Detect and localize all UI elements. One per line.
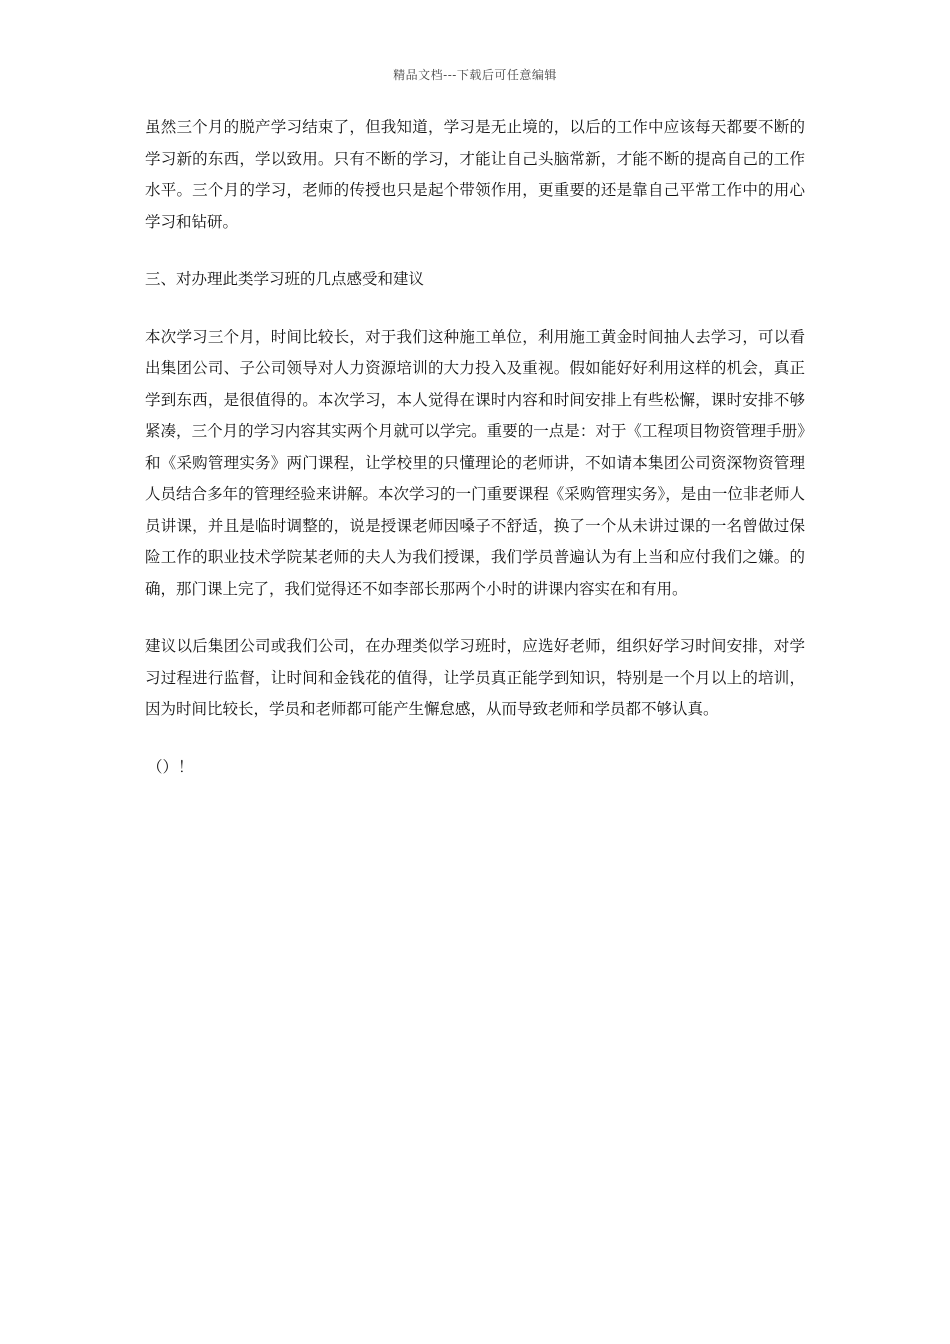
paragraph-learning-continues: 虽然三个月的脱产学习结束了，但我知道，学习是无止境的，以后的工作中应该每天都要不断的学习新的东西，学以致用。只有不断的学习，才能让自己头脑常新，才能不断的提高自己的工作水平。三个月的学习，老师的传授也只是起个带领作用，更重要的还是靠自己平常工作中的用心学习和钻研。 (145, 118, 805, 231)
paragraph-course-feedback: 本次学习三个月，时间比较长，对于我们这种施工单位，利用施工黄金时间抽人去学习，可以看出集团公司、子公司领导对人力资源培训的大力投入及重视。假如能好好利用这样的机会，真正学到东西，是很值得的。本次学习，本人觉得在课时内容和时间安排上有些松懈，课时安排不够紧凑，三个月的学习内容其实两个月就可以学完。重要的一点是：对于《工程项目物资管理手册》和《采购管理实务》两门课程，让学校里的只懂理论的老师讲，不如请本集团公司资深物资管理人员结合多年的管理经验来讲解。本次学习的一门重要课程《采购管理实务》，是由一位非老师人员讲课，并且是临时调整的，说是授课老师因嗓子不舒适，换了一个从未讲过课的一名曾做过保险工作的职业技术学院某老师的夫人为我们授课，我们学员普遍认为有上当和应付我们之嫌。的确，那门课上完了，我们觉得还不如李部长那两个小时的讲课内容实在和有用。 (145, 327, 805, 598)
page-header: 精品文档---下载后可任意编辑 (393, 68, 557, 82)
closing-mark: （）！ (147, 757, 194, 776)
paragraph-suggestions: 建议以后集团公司或我们公司，在办理类似学习班时，应选好老师，组织好学习时间安排，对学习过程进行监督，让时间和金钱花的值得，让学员真正能学到知识，特别是一个月以上的培训，因为时间比较长，学员和老师都可能产生懈怠感，从而导致老师和学员都不够认真。 (145, 637, 805, 718)
section-heading-3: 三、对办理此类学习班的几点感受和建议 (145, 270, 425, 288)
document-body (145, 112, 805, 783)
